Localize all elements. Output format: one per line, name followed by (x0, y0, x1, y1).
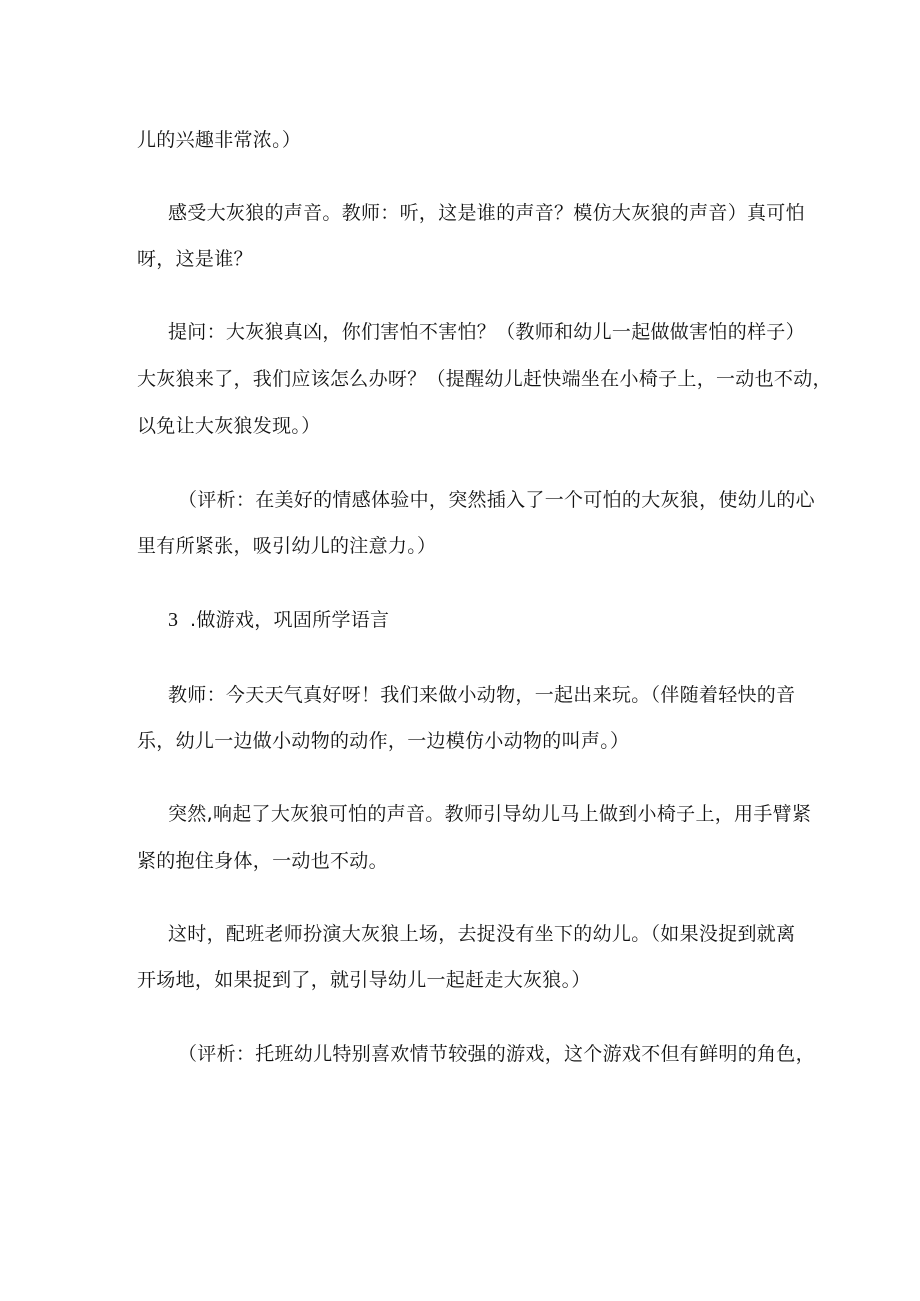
section-heading: .做游戏，巩固所学语言 (190, 609, 390, 631)
section-number: 3 (168, 609, 179, 631)
text-line: 感受大灰狼的声音。教师：听，这是谁的声音？模仿大灰狼的声音）真可怕 (168, 202, 805, 224)
text-line: 里有所紧张，吸引幼儿的注意力。） (137, 535, 437, 557)
text-line: 教师：今天天气真好呀！我们来做小动物，一起出来玩。（伴随着轻快的音 (168, 684, 796, 706)
text-line: （评析：托班幼儿特别喜欢情节较强的游戏，这个游戏不但有鲜明的角色， (178, 1043, 815, 1065)
text-line: 大灰狼来了，我们应该怎么办呀？（提醒幼儿赶快端坐在小椅子上，一动也不动， (137, 368, 832, 390)
text-line: 以免让大灰狼发现。） (137, 415, 321, 437)
text-line: 突然,响起了大灰狼可怕的声音。教师引导幼儿马上做到小椅子上，用手臂紧 (168, 803, 812, 825)
text-line: 开场地，如果捉到了，就引导幼儿一起赶走大灰狼。） (137, 969, 591, 991)
text-line: 乐，幼儿一边做小动物的动作，一边模仿小动物的叫声。） (137, 730, 630, 752)
text-line: 紧的抱住身体，一动也不动。 (137, 850, 388, 872)
text-line: 呀，这是谁？ (137, 248, 253, 270)
text-line: 儿的兴趣非常浓。） (137, 129, 302, 151)
text-line: 提问：大灰狼真凶，你们害怕不害怕？（教师和幼儿一起做做害怕的样子） (168, 321, 805, 343)
text-line: （评析：在美好的情感体验中，突然插入了一个可怕的大灰狼，使幼儿的心 (178, 489, 815, 511)
text-line: 这时，配班老师扮演大灰狼上场，去捉没有坐下的幼儿。（如果没捉到就离 (168, 923, 796, 945)
